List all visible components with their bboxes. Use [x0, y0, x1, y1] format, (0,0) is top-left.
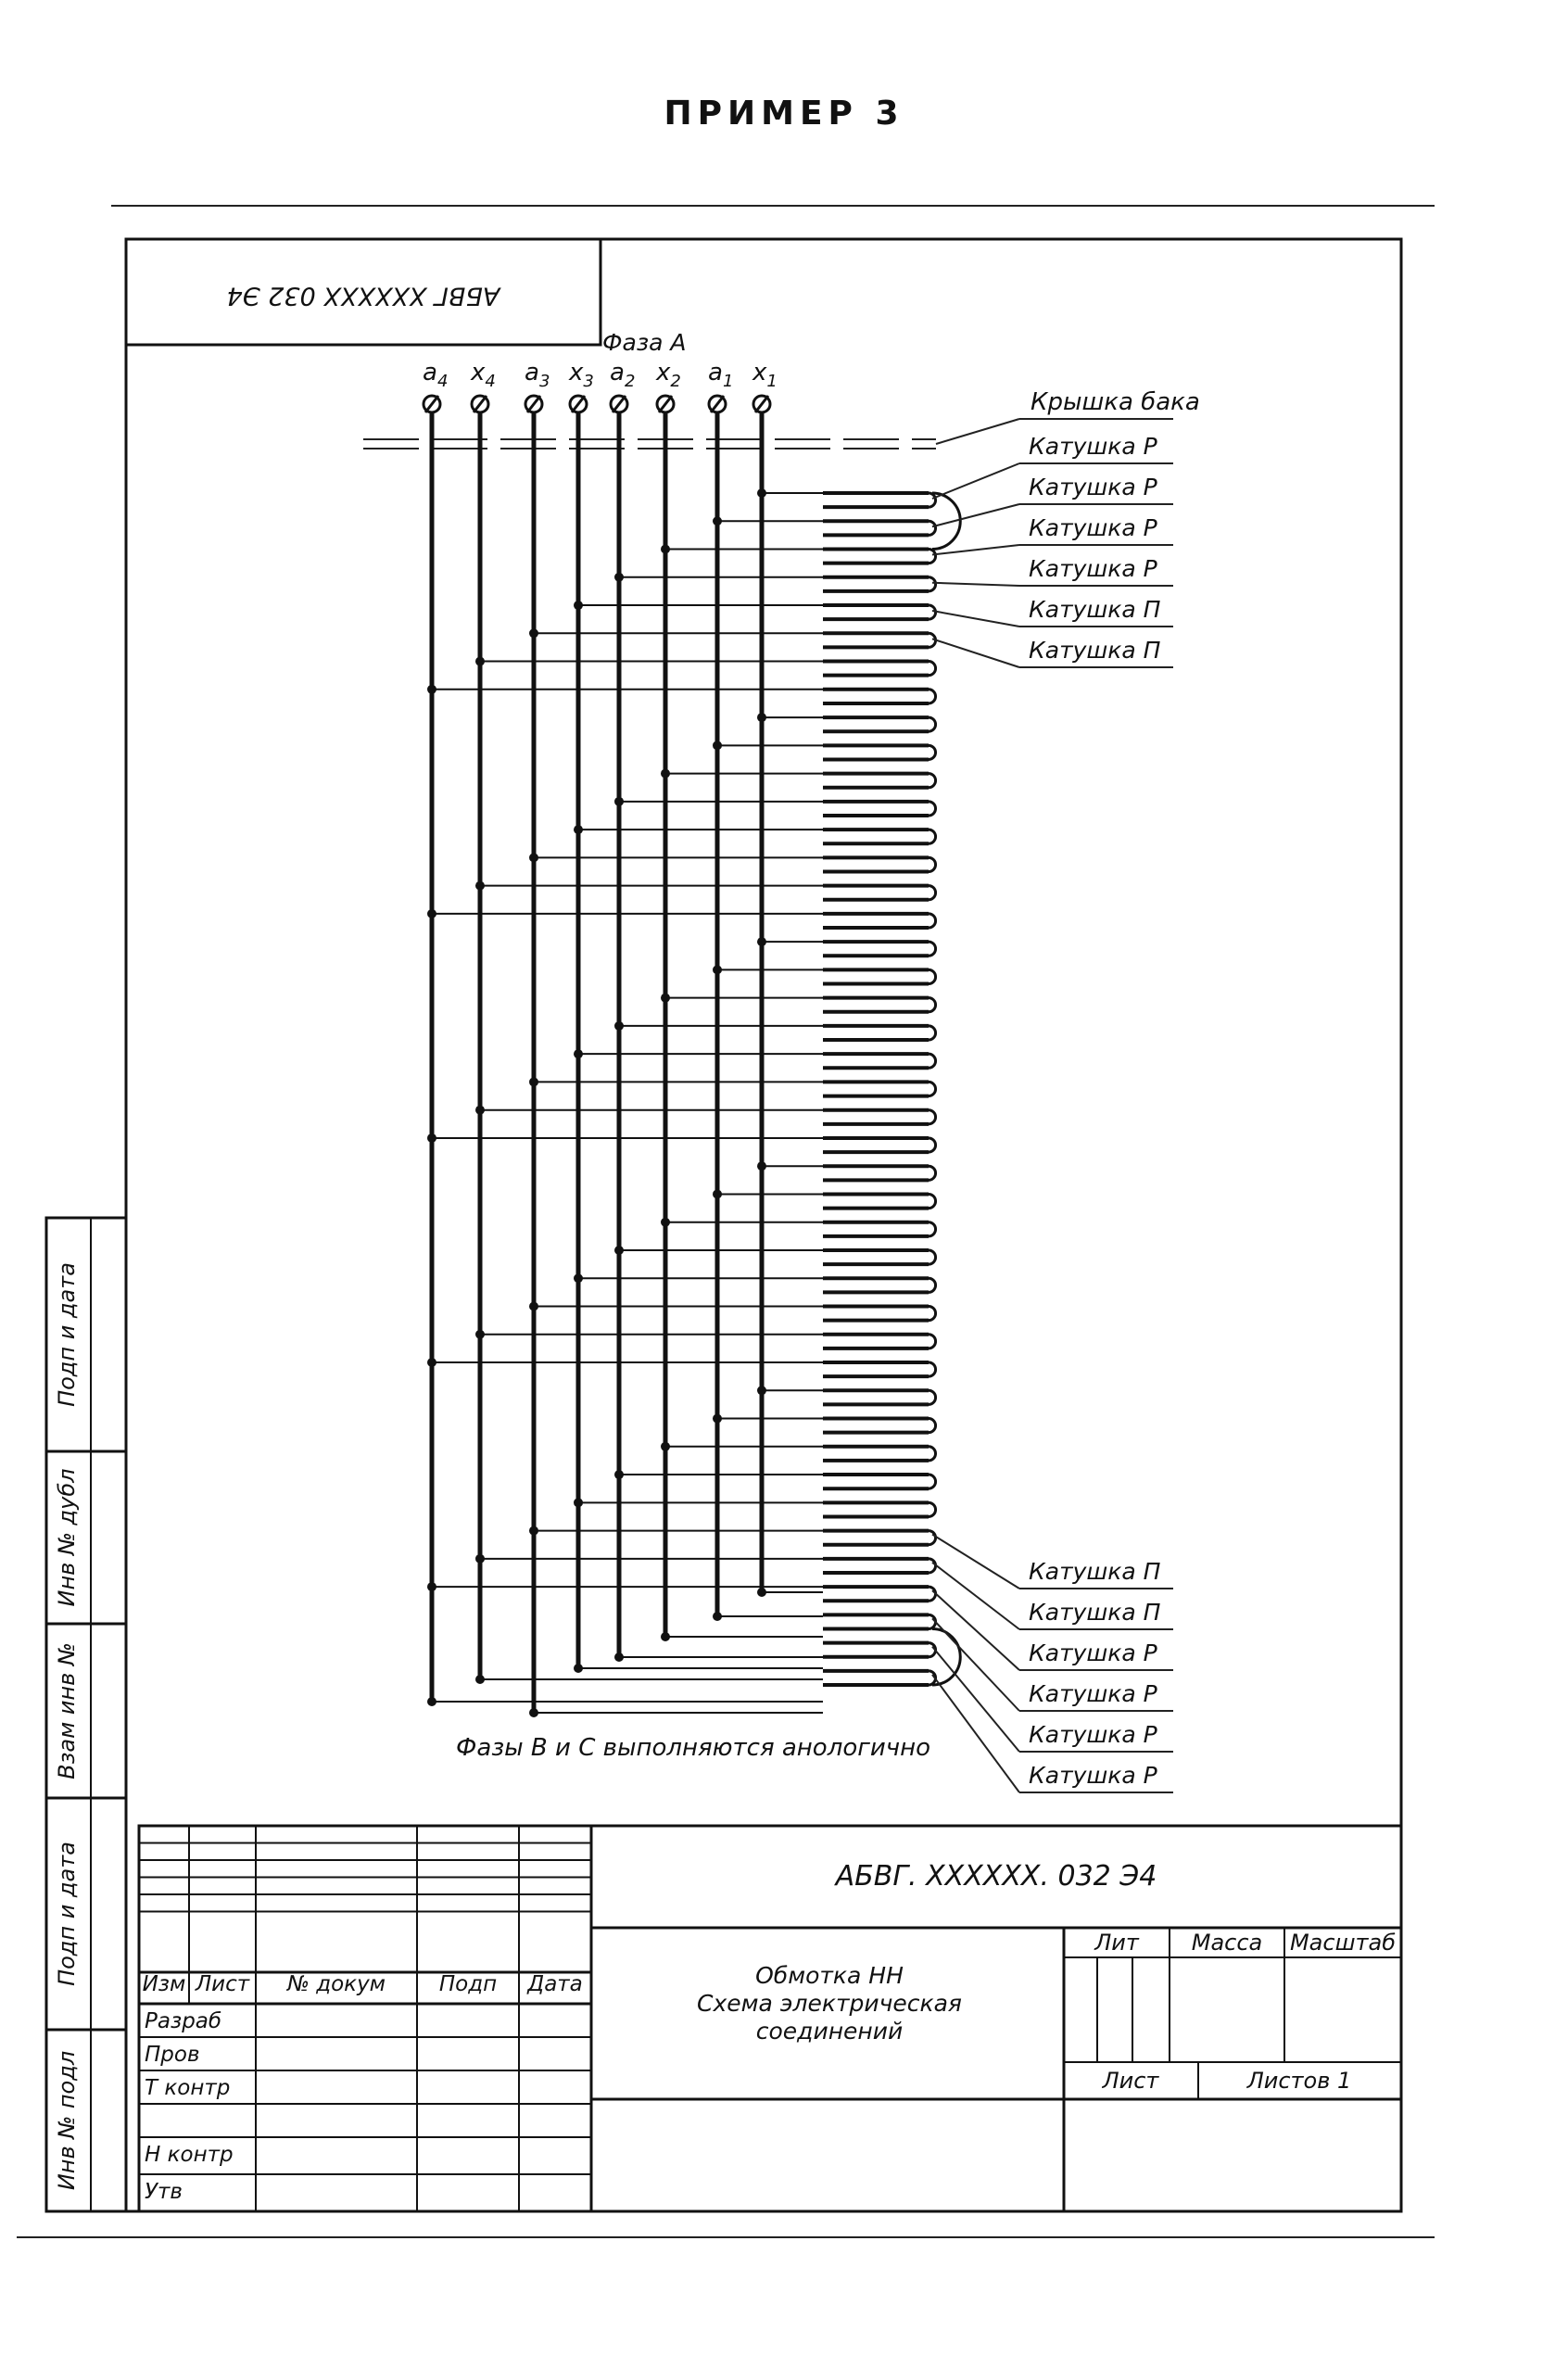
coil-bend [929, 1362, 936, 1376]
coil-callouts [932, 433, 1173, 1792]
mass-label: Масса [1191, 1930, 1263, 1956]
terminal-label: $a_4$ [423, 359, 449, 391]
coil-bend [929, 550, 936, 563]
document-title-line-1: Обмотка НН [755, 1962, 904, 1989]
junction-dot [614, 1246, 624, 1255]
junction-dot [614, 1470, 624, 1479]
junction-dot [661, 545, 670, 554]
tank-cover-label: Крышка бака [1031, 388, 1200, 416]
junction-dot [427, 685, 436, 694]
terminal-symbol [709, 396, 726, 412]
end-dot [529, 1708, 538, 1717]
junction-dot [661, 1442, 670, 1451]
terminal-label: $x_2$ [656, 359, 681, 391]
coil-bend [929, 914, 936, 928]
title-block [139, 1826, 1401, 2211]
coil-bend [929, 1166, 936, 1180]
coil-bend [929, 829, 936, 843]
junction-dot [529, 628, 538, 638]
stamp-box-top [126, 239, 601, 345]
coil-bend [929, 577, 936, 591]
terminal-symbol [611, 396, 627, 412]
junction-dot [529, 1526, 538, 1536]
junction-dot [757, 1161, 766, 1171]
side-stamp [46, 1218, 126, 2211]
coil-callout-label: Катушка П [1029, 596, 1161, 623]
terminal-label: $x_1$ [752, 359, 778, 391]
coil-bend [929, 1419, 936, 1433]
coil-bend [929, 745, 936, 759]
coil-callout-label: Катушка Р [1029, 514, 1157, 541]
coil-bend [929, 774, 936, 788]
junction-dot [757, 1386, 766, 1395]
coil-callout-label: Катушка Р [1029, 474, 1157, 500]
coil-bend [929, 1054, 936, 1068]
coil-bend [929, 521, 936, 535]
end-dot [574, 1664, 583, 1673]
junction-dot [713, 965, 722, 974]
coil-bend [929, 1222, 936, 1236]
terminal-symbol [472, 396, 488, 412]
document-code: АБВГ. XXXXXX. 032 Э4 [835, 1860, 1157, 1893]
junction-dot [713, 1414, 722, 1424]
junction-dot [614, 797, 624, 806]
coil-callout-label: Катушка П [1029, 1599, 1161, 1626]
junction-dot [529, 853, 538, 862]
coil-bend [929, 1026, 936, 1040]
title-block-column-header: № докум [286, 1972, 386, 1996]
coil-bend [929, 857, 936, 871]
terminal-symbol [525, 396, 542, 412]
side-stamp-label-2: Инв № дубл [54, 1468, 80, 1607]
terminal-symbol [570, 396, 587, 412]
coil-bend [929, 1335, 936, 1348]
coil-bend [929, 1138, 936, 1152]
coil-callout-label: Катушка Р [1029, 1721, 1157, 1748]
terminal-label: $x_4$ [471, 359, 496, 391]
terminal-label: $a_3$ [525, 359, 550, 391]
end-dot [614, 1652, 624, 1662]
side-stamp-label-4: Подп и дата [54, 1842, 80, 1986]
sheet-label: Лист [1102, 2068, 1159, 2094]
coil-bend [929, 1278, 936, 1292]
coil-callout-label: Катушка Р [1029, 555, 1157, 582]
junction-dot [475, 1106, 485, 1115]
coil-bend [929, 1531, 936, 1545]
terminal-symbol [657, 396, 674, 412]
junction-dot [574, 825, 583, 834]
coil-callout [932, 555, 1173, 586]
junction-dot [713, 741, 722, 750]
junction-dot [427, 1582, 436, 1591]
end-dot [661, 1632, 670, 1641]
coil-bend [929, 1559, 936, 1573]
junction-dot [757, 713, 766, 722]
junction-dot [574, 601, 583, 610]
coil-callout-label: Катушка П [1029, 1558, 1161, 1585]
terminal-buses [432, 406, 762, 1713]
junction-dot [427, 1358, 436, 1367]
junction-dot [475, 657, 485, 666]
junction-dot [574, 1273, 583, 1283]
lit-label: Лит [1094, 1930, 1139, 1956]
coil-bend [929, 1250, 936, 1264]
junction-dot [661, 994, 670, 1003]
junction-dot [574, 1049, 583, 1058]
coil-bend [929, 942, 936, 956]
coil-callout [932, 637, 1173, 667]
junction-dot [614, 573, 624, 582]
junction-dot [757, 937, 766, 946]
side-stamp-label-1: Подп и дата [54, 1262, 80, 1407]
coil-callout-label: Катушка П [1029, 637, 1161, 664]
coil-bend [929, 802, 936, 816]
title-block-row-label: Утв [145, 2180, 183, 2204]
coil-bend [929, 1110, 936, 1124]
scale-label: Масштаб [1289, 1930, 1397, 1956]
terminal-label: $x_3$ [569, 359, 594, 391]
coil-bend [929, 717, 936, 731]
title-block-row-label: Пров [145, 2043, 200, 2067]
stamp-code-rotated: АБВГ XXXXXX 032 Э4 [226, 281, 500, 310]
tank-cover-leader [936, 419, 1019, 444]
coil-bend [929, 1307, 936, 1321]
junction-dot [529, 1077, 538, 1086]
title-block-column-header: Лист [195, 1972, 250, 1996]
terminal-labels [423, 359, 778, 391]
junction-dot [661, 769, 670, 779]
junction-dot [757, 488, 766, 498]
junction-dot [475, 1554, 485, 1564]
coil-bend [929, 969, 936, 983]
title-block-row-label: Т контр [145, 2076, 231, 2100]
junction-dot [661, 1218, 670, 1227]
coil-bend [929, 1082, 936, 1095]
coil-bend [929, 1502, 936, 1516]
junction-dot [427, 909, 436, 918]
junction-dot [574, 1498, 583, 1507]
coil-callout [932, 1535, 1173, 1589]
coil-bend [929, 998, 936, 1012]
sheets-label: Листов 1 [1246, 2068, 1352, 2094]
junction-dot [529, 1302, 538, 1311]
coil-callout-label: Катушка Р [1029, 1680, 1157, 1707]
side-stamp-label-5: Инв № подл [54, 2050, 80, 2191]
coil-bend [929, 493, 936, 507]
terminal-symbol [753, 396, 770, 412]
title-block-row-label: Н контр [145, 2143, 234, 2167]
winding-diagram [363, 329, 1200, 1792]
end-dot [713, 1612, 722, 1621]
end-dot [757, 1588, 766, 1597]
junction-dot [475, 881, 485, 891]
coil-bend [929, 1447, 936, 1461]
title-block-row-label: Разраб [145, 2009, 222, 2033]
terminal-label: $a_2$ [610, 359, 636, 391]
junction-dot [427, 1133, 436, 1143]
page-title: ПРИМЕР 3 [664, 95, 904, 133]
junction-dot [475, 1330, 485, 1339]
end-dot [427, 1697, 436, 1706]
coil-bend [929, 690, 936, 703]
side-stamp-label-3: Взам инв № [54, 1642, 80, 1779]
title-block-column-header: Изм [142, 1972, 186, 1996]
junction-dot [614, 1021, 624, 1031]
coil-callout [932, 596, 1173, 627]
end-dot [475, 1675, 485, 1684]
coil-callout-label: Катушка Р [1029, 1640, 1157, 1666]
terminal-symbols [424, 396, 770, 412]
junction-dot [713, 516, 722, 525]
document-title-line-2: Схема электрическая [697, 1990, 962, 2017]
coil-bend [929, 662, 936, 676]
document-title-line-3: соединений [755, 2018, 904, 2045]
coil-bend [929, 1390, 936, 1404]
coil-bend [929, 1194, 936, 1208]
phase-label: Фаза А [602, 329, 687, 356]
phases-note: Фазы В и С выполняются анологично [456, 1734, 931, 1762]
title-block-column-header: Дата [527, 1972, 583, 1996]
coil-callout-label: Катушка Р [1029, 1762, 1157, 1789]
coil-bend [929, 1475, 936, 1488]
coil-bend [929, 605, 936, 619]
coil-callout [932, 514, 1173, 555]
terminal-label: $a_1$ [708, 359, 734, 391]
terminal-symbol [424, 396, 440, 412]
coil-bend [929, 886, 936, 900]
junction-dot [713, 1189, 722, 1198]
coil-stack [823, 493, 960, 1685]
title-block-column-header: Подп [438, 1972, 498, 1996]
coil-callout-label: Катушка Р [1029, 433, 1157, 460]
